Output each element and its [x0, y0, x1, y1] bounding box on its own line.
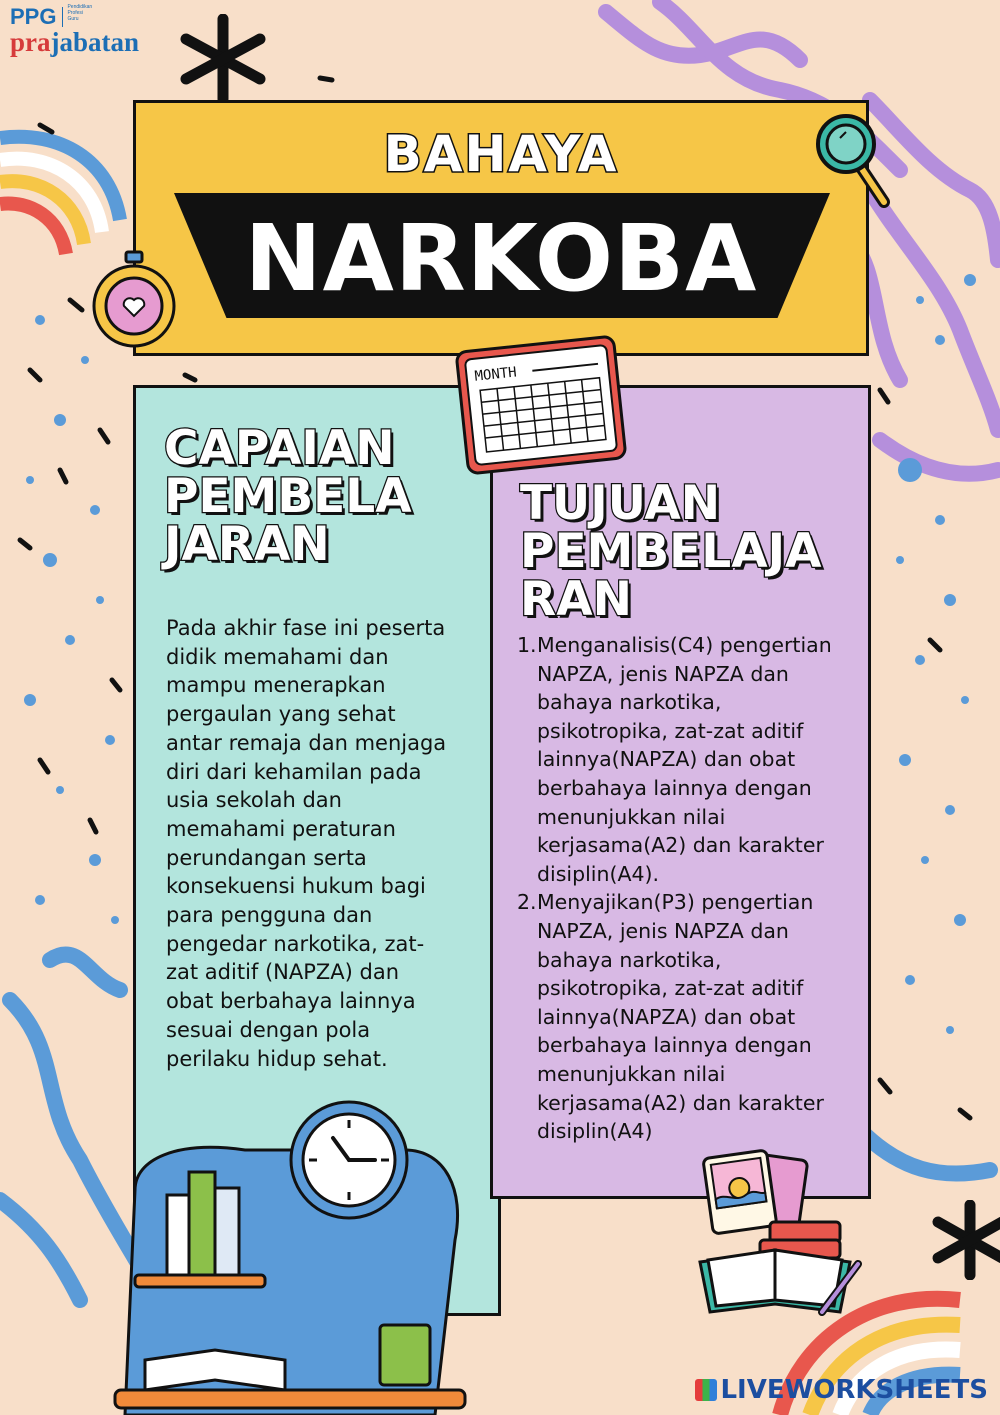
list-item: 1. Menganalisis(C4) pengertian NAPZA, jenis NAPZA dan bahaya narkotika, psikotropika, zat-zat aditif lainnya(NAPZA) dan obat berbahaya lainnya dengan menunjukkan nilai kerjasama(A2) dan karakter disiplin(A4). — [517, 633, 832, 886]
tujuan-list — [517, 631, 857, 1146]
list-item: 2. Menyajikan(P3) pengertian NAPZA, jenis NAPZA dan bahaya narkotika, psikotropika, zat-zat aditif lainnya(NAPZA) dan obat berbahaya lainnya dengan menunjukkan nilai kerjasama(A2) dan karakter disiplin(A4) — [517, 890, 824, 1144]
asterisk-icon — [178, 14, 268, 104]
asterisk-icon — [930, 1200, 1000, 1280]
tujuan-heading: TUJUAN PEMBELAJA RAN — [520, 476, 822, 627]
capaian-body: Pada akhir fase ini peserta didik memahami dan mampu menerapkan pergaulan yang sehat antar remaja dan menjaga diri dari kehamilan pada usia sekolah dan memahami peraturan perundangan serta konsekuensi hukum bagi para pengguna dan pengedar narkotika, zat- zat aditif (NAPZA) dan obat berbahaya lainnya sesuai dengan pola perilaku hidup sehat. — [166, 616, 447, 1071]
desk-illustration — [105, 1100, 475, 1415]
liveworksheets-watermark: LIVEWORKSHEETS — [695, 1375, 988, 1405]
calendar-icon — [452, 332, 630, 478]
open-book-icon — [690, 1212, 865, 1327]
stopwatch-icon — [88, 250, 180, 350]
page-title: NARKOBA — [244, 205, 758, 312]
svg-text:MONTH: MONTH — [473, 364, 518, 385]
capaian-heading: CAPAIAN PEMBELA JARAN — [164, 421, 412, 572]
logo-name: prajabatan — [10, 27, 140, 57]
liveworksheets-badge-icon — [695, 1379, 717, 1401]
title-banner — [133, 100, 869, 356]
magnifier-icon — [812, 108, 892, 208]
logo-ppg: PPG — [10, 4, 57, 29]
clock-icon — [291, 1102, 407, 1218]
title-top: BAHAYA — [383, 125, 619, 183]
logo-subtitle: Pendidikan Profesi Guru — [67, 4, 93, 22]
ppg-prajabatan-logo — [10, 4, 139, 58]
